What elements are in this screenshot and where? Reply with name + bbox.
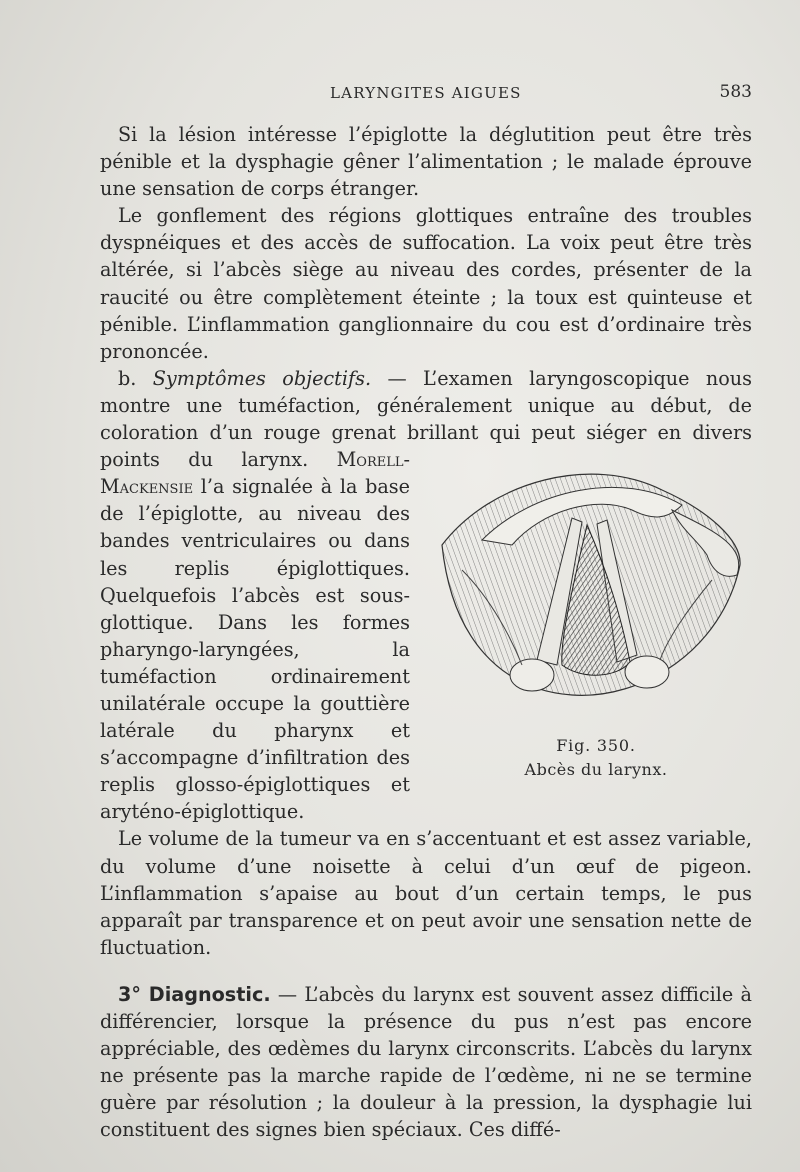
figure-larynx xyxy=(422,450,752,784)
larynx-illustration xyxy=(422,450,752,730)
paragraph-3 xyxy=(100,365,752,826)
author-name: Morell-Mackensie xyxy=(100,448,410,499)
paragraph-5 xyxy=(100,981,752,1144)
section-title-diagnostic: 3° Diagnostic. xyxy=(118,982,271,1006)
paragraph-3-text-b: l’a signalée à la base de l’épiglotte, au niveau des bandes ventriculaires ou dans les replis épiglottiques. Quelquefois l’abcès est sous-glottique. Dans les formes pharyngo-laryngées, la tuméfaction ordinairement unilatérale occupe la gouttière latérale du pharynx et s’accompagne d’infiltration des replis glosso-épiglottiques et aryténo-épiglottique. xyxy=(100,475,410,824)
paragraph-4: Le volume de la tumeur va en s’accentuant et est assez variable, du volume d’une noisette à celui d’un œuf de pigeon. L’inflammation s’apaise au bout d’un certain temps, le pus apparaît par transparence et on peut avoir une sensation nette de fluctuation. xyxy=(100,827,752,959)
paragraph-3-text-a: — L’examen laryngoscopique nous montre une tuméfaction, généralement unique au début, de coloration d’un rouge grenat brillant qui peut siéger en divers points du larynx. xyxy=(100,366,752,472)
paragraph-1: Si la lésion intéresse l’épiglotte la déglutition peut être très pénible et la dysphagie gêner l’alimentation ; le malade éprouve une sensation de corps étranger. xyxy=(100,123,752,201)
section-title-objective: Symptômes objectifs. xyxy=(152,366,372,390)
paragraph-2: Le gonflement des régions glottiques entraîne des troubles dyspnéiques et des accès de suffocation. La voix peut être très altérée, si l’abcès siège au niveau des cordes, présenter de la raucité ou être complètement éteinte ; la toux est quinteuse et pénible. L’inflammation ganglionnaire du cou est d’ordinaire très prononcée. xyxy=(100,204,752,363)
page-header xyxy=(100,80,752,108)
running-title: LARYNGITES AIGUES xyxy=(330,84,522,102)
figure-number: Fig. 350. xyxy=(556,736,636,756)
section-gap xyxy=(100,961,752,981)
figure-caption: Abcès du larynx. xyxy=(524,760,668,780)
paragraph-5-text: — L’abcès du larynx est souvent assez difficile à différencier, lorsque la présence du pus n’est pas encore appréciable, des œdèmes du larynx circonscrits. L’abcès du larynx ne présente pas la marche rapide de l’œdème, ni ne se termine guère par résolution ; la douleur à la pression, la dysphagie lui constituent des signes bien spéciaux. Ces diffé- xyxy=(100,982,752,1142)
section-label: b. xyxy=(118,366,137,390)
body-text xyxy=(100,121,752,1143)
page-number: 583 xyxy=(719,82,752,102)
